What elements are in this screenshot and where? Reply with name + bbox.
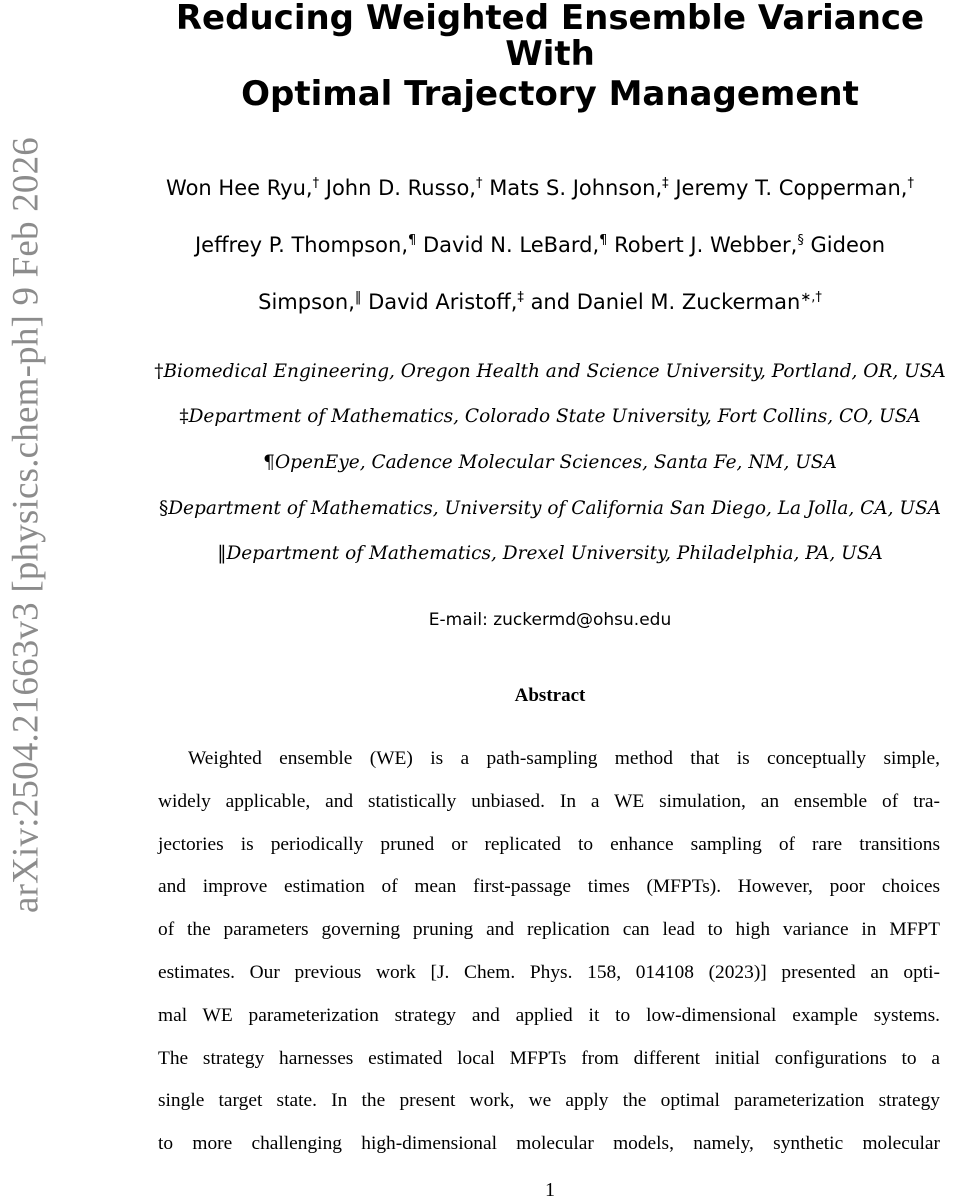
- affiliation-mark: §: [158, 498, 169, 519]
- affiliation-mark: ‖: [217, 543, 227, 564]
- author-name: David Aristoff,: [368, 290, 518, 314]
- abstract-line: mal WE parameterization strategy and applied it to low-dimensional example systems.: [158, 1004, 940, 1026]
- abstract-line: estimates. Our previous work [J. Chem. Phys. 158, 014108 (2023)] presented an opti-: [158, 961, 940, 983]
- author-mark: ‖: [354, 290, 362, 305]
- abstract-line: of the parameters governing pruning and replication can lead to high variance in MFPT: [158, 919, 940, 941]
- affiliation-mark: †: [154, 361, 164, 382]
- author-name: Robert J. Webber,: [614, 233, 798, 257]
- affiliation-3: [110, 451, 972, 475]
- paper-title-line-1: Reducing Weighted Ensemble Variance With: [175, 0, 925, 74]
- abstract-heading: Abstract: [514, 685, 586, 706]
- author-mark: ¶: [599, 233, 608, 248]
- abstract-body: [158, 738, 940, 1166]
- author-line-2: [110, 231, 970, 259]
- author-mark: ‡: [517, 290, 524, 305]
- affiliation-text: Department of Mathematics, Drexel University, Philadelphia, PA, USA: [226, 543, 883, 564]
- page-number: 1: [545, 1179, 555, 1201]
- paper-title-line-2: Optimal Trajectory Management: [241, 74, 859, 114]
- abstract-line: to more challenging high-dimensional molecular models, namely, synthetic molecular: [158, 1133, 940, 1155]
- author-mark: ‡: [662, 176, 669, 191]
- abstract-line: Weighted ensemble (WE) is a path-sampling method that is conceptually simple,: [188, 748, 940, 769]
- author-name: John D. Russo,: [325, 176, 476, 200]
- affiliation-mark: ‡: [179, 406, 189, 427]
- abstract-line: single target state. In the present work, we apply the optimal parameterization strategy: [158, 1090, 940, 1112]
- affiliation-text: Department of Mathematics, University of California San Diego, La Jolla, CA, USA: [168, 498, 942, 519]
- affiliation-5: [110, 542, 972, 566]
- author-mark: §: [797, 233, 804, 248]
- affiliation-4: [110, 497, 972, 521]
- abstract-line: jectories is periodically pruned or replicated to enhance sampling of rare transitions: [158, 833, 940, 855]
- author-mark: †: [312, 176, 320, 191]
- affiliation-mark: ¶: [263, 452, 275, 473]
- author-name: Won Hee Ryu,: [166, 176, 313, 200]
- arxiv-identifier-stamp: [0, 120, 52, 930]
- contact-email: E-mail: zuckermd@ohsu.edu: [428, 610, 672, 630]
- affiliation-text: Department of Mathematics, Colorado State University, Fort Collins, CO, USA: [188, 406, 921, 427]
- affiliation-text: Biomedical Engineering, Oregon Health and Science University, Portland, OR, USA: [163, 361, 946, 382]
- author-name: David N. LeBard,: [423, 233, 600, 257]
- abstract-line: widely applicable, and statistically unbiased. In a WE simulation, an ensemble of tra-: [158, 790, 940, 812]
- author-mark: †: [476, 176, 483, 191]
- author-line-3: [110, 288, 970, 316]
- author-mark: ¶: [408, 233, 417, 248]
- affiliation-text: OpenEye, Cadence Molecular Sciences, Santa Fe, NM, USA: [274, 452, 837, 473]
- abstract-line: The strategy harnesses estimated local MFPTs from different initial configurations to a: [158, 1047, 940, 1069]
- abstract-line: and improve estimation of mean first-passage times (MFPTs). However, poor choices: [158, 876, 940, 898]
- author-name: Jeremy T. Copperman,: [675, 176, 908, 200]
- author-mark: ∗,†: [800, 290, 822, 305]
- arxiv-identifier-text: arXiv:2504.21663v3 [physics.chem-ph] 9 Feb 2026: [5, 136, 47, 914]
- author-name: Simpson,: [258, 290, 355, 314]
- author-name: Jeffrey P. Thompson,: [194, 233, 409, 257]
- affiliation-2: [110, 405, 972, 429]
- author-name: and Daniel M. Zuckerman: [530, 290, 801, 314]
- author-name: Gideon: [810, 233, 886, 257]
- author-mark: †: [907, 176, 914, 191]
- author-line-1: [110, 174, 970, 202]
- affiliation-1: [110, 360, 972, 384]
- author-name: Mats S. Johnson,: [489, 176, 663, 200]
